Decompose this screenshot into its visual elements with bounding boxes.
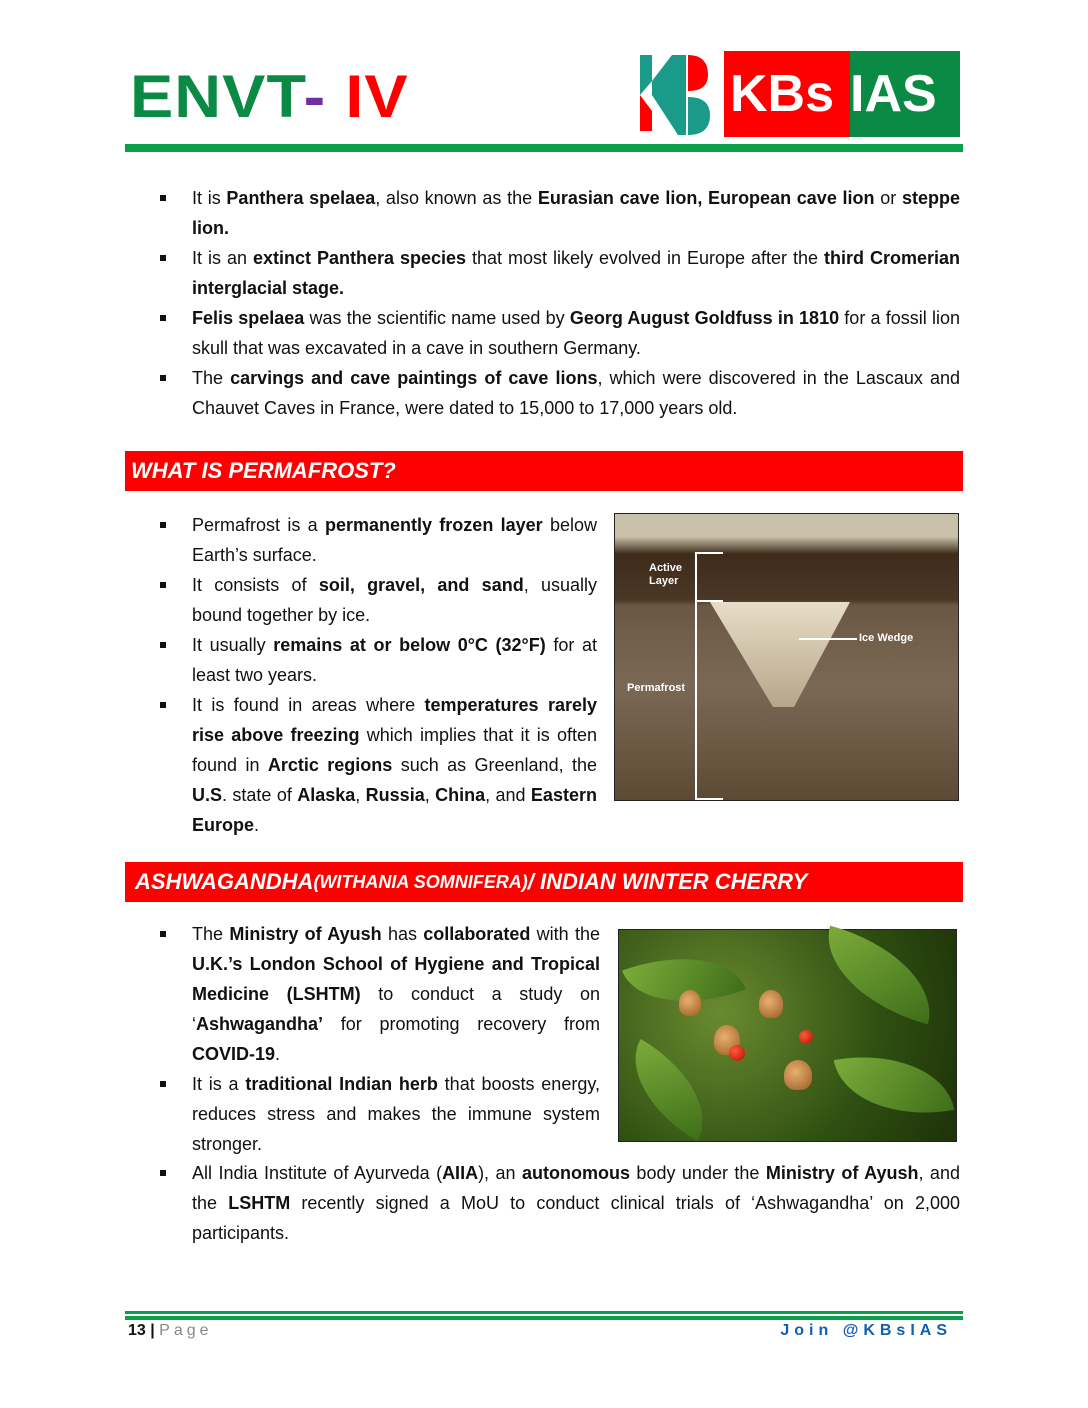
text: It is an <box>192 248 253 268</box>
text: ), an <box>478 1163 522 1183</box>
bold-text: Ministry of Ayush <box>229 924 382 944</box>
text: for at least two years. <box>192 635 597 685</box>
leaf <box>611 1039 728 1141</box>
section-heading-ashwagandha <box>125 862 963 902</box>
text: . <box>254 815 260 835</box>
bold-text: temperatures rarely rise above freezing <box>192 695 597 745</box>
title-main: ENVT <box>130 63 304 130</box>
text: The <box>192 924 230 944</box>
bold-text: U.K.’s London School of Hygiene and Tropical Medicine (LSHTM) <box>192 954 600 1004</box>
bold-text: LSHTM <box>228 1193 291 1213</box>
list-item <box>125 570 597 630</box>
text: or <box>874 188 902 208</box>
bold-text: COVID-19 <box>192 1044 276 1064</box>
text: The <box>192 368 231 388</box>
text: that boosts energy, reduces stress and makes the immune system stronger. <box>192 1074 600 1154</box>
text: It is a <box>192 1074 246 1094</box>
label-active-layer: Active Layer <box>649 562 683 587</box>
text: to conduct a study on ‘ <box>192 984 601 1034</box>
text: such as Greenland, the <box>392 755 597 775</box>
bold-text: Eurasian cave lion, European cave lion <box>537 188 875 208</box>
heading-text: WHAT IS PERMAFROST? <box>131 458 396 483</box>
text: with the <box>530 924 600 944</box>
document-title <box>130 62 409 131</box>
berry <box>729 1045 745 1061</box>
text: It consists of <box>192 575 319 595</box>
text: was the scientific name used by <box>304 308 570 328</box>
list-item <box>125 919 600 1069</box>
bold-text: Ashwagandha’ <box>196 1014 324 1034</box>
ashwagandha-image <box>618 929 957 1142</box>
join-channel-text: Join @KBsIAS <box>780 1322 952 1339</box>
bold-text: remains at or below 0°C (32°F) <box>273 635 546 655</box>
page-sep: | <box>145 1322 160 1339</box>
leaf <box>834 1041 954 1129</box>
fruit-husk <box>759 990 783 1018</box>
text: , and the <box>192 1163 960 1213</box>
ice-wedge-shape <box>710 602 850 707</box>
permafrost-image <box>614 513 959 801</box>
fruit-husk <box>679 990 701 1016</box>
label-ice-wedge: Ice Wedge <box>859 632 914 644</box>
text: below Earth’s surface. <box>192 515 598 565</box>
leaf <box>812 926 946 1025</box>
text: recently signed a MoU to conduct clinical trials of ‘Ashwagandha’ on 2,000 participants. <box>192 1193 960 1243</box>
bold-text: Russia <box>365 785 425 805</box>
bold-text: soil, gravel, and sand <box>318 575 524 595</box>
bold-text: carvings and cave paintings of cave lions <box>230 368 598 388</box>
list-item <box>125 630 597 690</box>
bold-text: traditional Indian herb <box>245 1074 438 1094</box>
cave-lion-list <box>125 183 960 423</box>
title-number: IV <box>326 63 409 130</box>
logo-kb-icon <box>638 51 724 137</box>
text: Permafrost is a <box>192 515 325 535</box>
heading-text-c: / INDIAN WINTER CHERRY <box>527 869 808 894</box>
text: , <box>424 785 436 805</box>
text: which implies that it is often found in <box>192 725 597 775</box>
list-item <box>125 183 960 243</box>
text: It is found in areas where <box>192 695 425 715</box>
bold-text: China <box>435 785 486 805</box>
fruit-husk <box>784 1060 812 1090</box>
bold-text: Alaska <box>297 785 356 805</box>
text: . <box>275 1044 281 1064</box>
list-item <box>125 1158 960 1248</box>
bold-text: autonomous <box>521 1163 630 1183</box>
text: It is <box>192 188 227 208</box>
label-permafrost: Permafrost <box>627 682 686 694</box>
page-label: Page <box>159 1322 213 1339</box>
text: for a fossil lion skull that was excavated in a cave in southern Germany. <box>192 308 960 358</box>
bold-text: Georg August Goldfuss in 1810 <box>569 308 840 328</box>
ice-wedge-arrow <box>799 638 857 640</box>
list-item <box>125 363 960 423</box>
bold-text: U.S <box>192 785 223 805</box>
list-item <box>125 303 960 363</box>
section-heading-permafrost <box>125 451 963 491</box>
layer-divider <box>695 600 723 602</box>
bold-text: Eastern Europe <box>192 785 597 835</box>
bold-text: extinct Panthera species <box>252 248 467 268</box>
bold-text: Arctic regions <box>267 755 393 775</box>
text: , usually bound together by ice. <box>192 575 597 625</box>
heading-text-a: ASHWAGANDHA <box>135 869 314 894</box>
ashwagandha-list-2 <box>125 1158 960 1248</box>
bold-text: Ministry of Ayush <box>765 1163 919 1183</box>
logo-text-kbs: KBs <box>724 51 850 137</box>
text: . state of <box>222 785 298 805</box>
text: that most likely evolved in Europe after the <box>466 248 824 268</box>
text: body under the <box>629 1163 766 1183</box>
logo-text-ias: IAS <box>850 51 960 137</box>
text: has <box>381 924 424 944</box>
text: , and <box>485 785 531 805</box>
bold-text: permanently frozen layer <box>324 515 543 535</box>
list-item <box>125 243 960 303</box>
list-item <box>125 510 597 570</box>
list-item <box>125 1069 600 1159</box>
bold-text: Felis spelaea <box>192 308 305 328</box>
header-rule <box>125 144 963 152</box>
page-num: 13 <box>128 1322 146 1339</box>
bold-text: Panthera spelaea <box>226 188 376 208</box>
bold-text: third Cromerian interglacial stage. <box>192 248 960 298</box>
permafrost-list <box>125 510 597 840</box>
text: All India Institute of Ayurveda ( <box>192 1163 443 1183</box>
text: It usually <box>192 635 274 655</box>
bold-text: AIIA <box>442 1163 479 1183</box>
bold-text: steppe lion. <box>192 188 960 238</box>
bold-text: collaborated <box>423 924 531 944</box>
text: , which were discovered in the Lascaux and Chauvet Caves in France, were dated to 15,000 to 17,000 years old. <box>192 368 961 418</box>
text: , also known as the <box>375 188 538 208</box>
title-dash: - <box>303 63 327 130</box>
footer-rule <box>125 1316 963 1320</box>
berry <box>799 1030 813 1044</box>
list-item <box>125 690 597 840</box>
footer-rule-thin <box>125 1311 963 1314</box>
ashwagandha-list <box>125 919 600 1159</box>
text: for promoting recovery from <box>323 1014 600 1034</box>
kbsias-logo <box>638 51 960 137</box>
page-number <box>128 1322 213 1340</box>
heading-text-b: (WITHANIA SOMNIFERA) <box>313 871 528 892</box>
depth-bracket <box>695 552 723 800</box>
text: , <box>355 785 366 805</box>
